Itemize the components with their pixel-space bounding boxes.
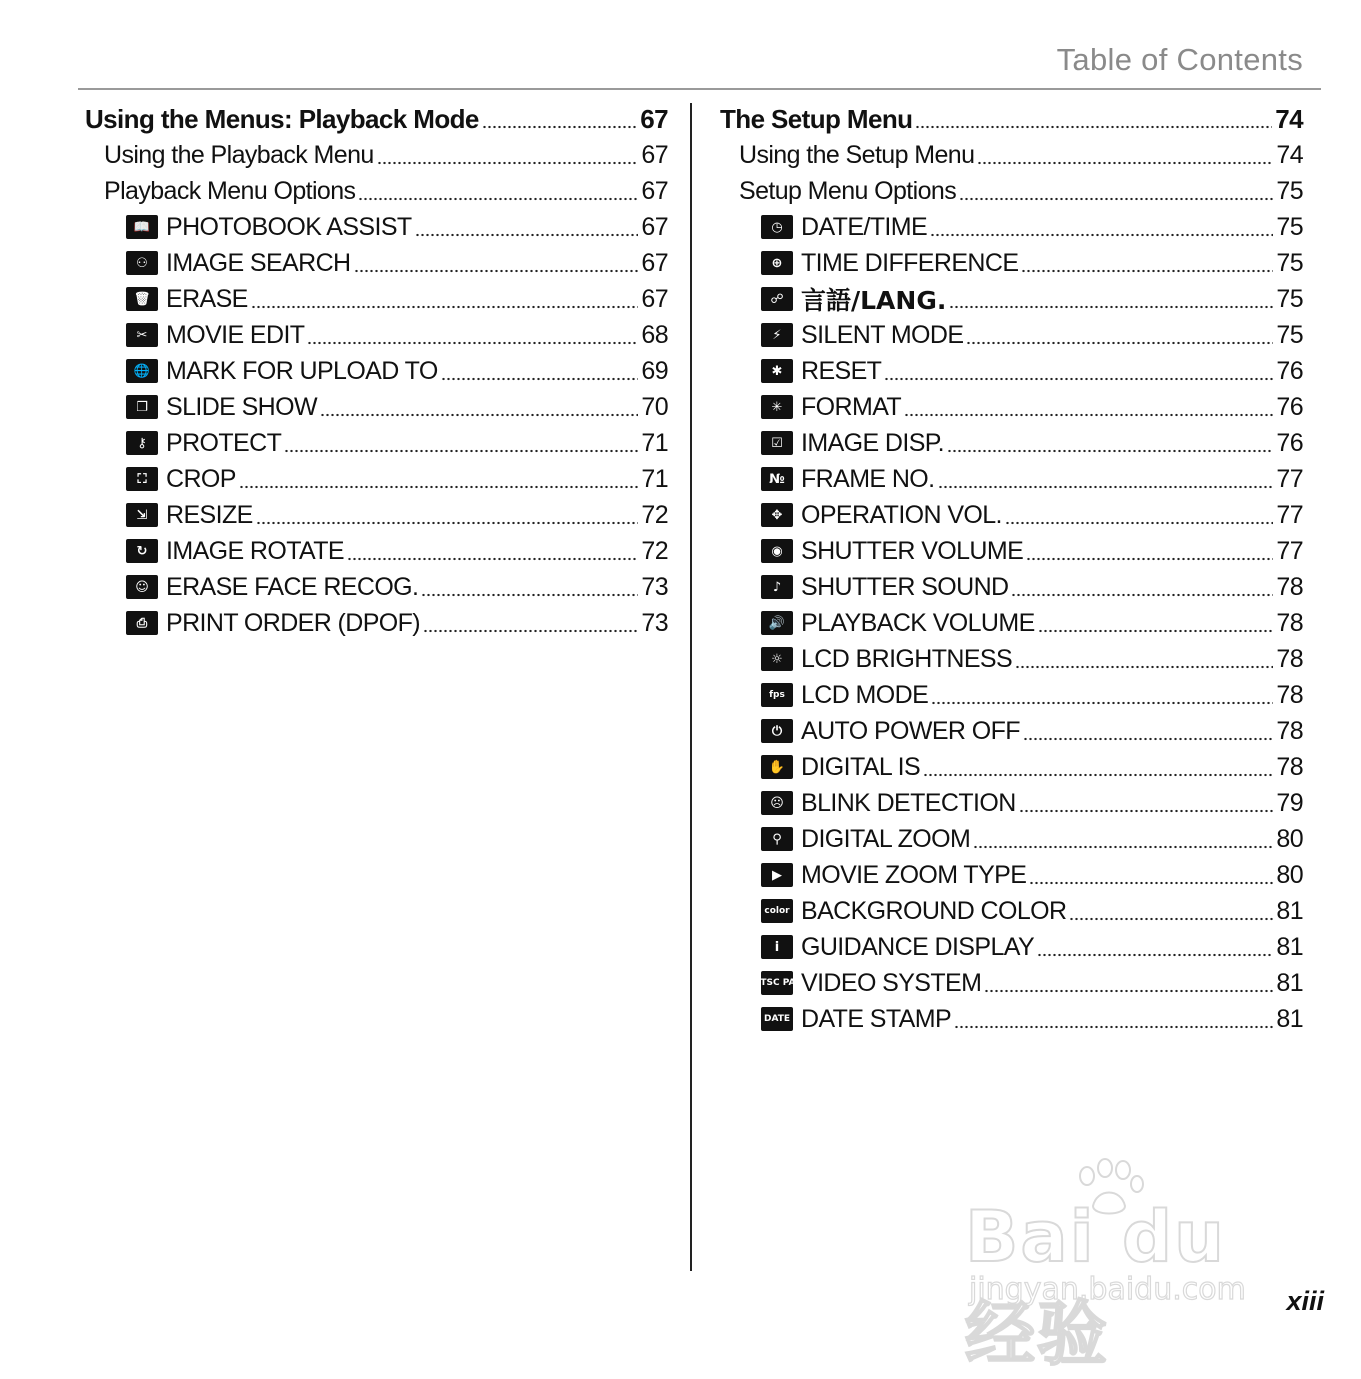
photobook-icon: 📖 bbox=[126, 215, 158, 239]
toc-entry-page: 77 bbox=[1276, 500, 1303, 529]
fps-icon: fps bbox=[761, 683, 793, 707]
toc-entry[interactable] bbox=[720, 353, 1303, 389]
format-icon: ✳ bbox=[761, 395, 793, 419]
toc-entry-page: 81 bbox=[1276, 1004, 1303, 1033]
toc-entry-page: 67 bbox=[641, 176, 668, 205]
silent-off-icon: ⚡ bbox=[761, 323, 793, 347]
toc-entry-title: RESIZE bbox=[166, 500, 253, 529]
toc-entry-title: ERASE bbox=[166, 284, 248, 313]
toc-entry[interactable] bbox=[720, 245, 1303, 281]
dot-leader bbox=[441, 377, 639, 381]
toc-entry-title: DATE/TIME bbox=[801, 212, 928, 241]
toc-entry-page: 67 bbox=[641, 212, 668, 241]
toc-entry-title: Using the Setup Menu bbox=[739, 140, 975, 169]
toc-entry-page: 75 bbox=[1276, 176, 1303, 205]
toc-entry[interactable] bbox=[720, 281, 1303, 317]
dot-leader bbox=[415, 233, 639, 237]
toc-entry[interactable] bbox=[720, 137, 1303, 173]
dot-leader bbox=[938, 485, 1274, 489]
toc-entry-page: 67 bbox=[640, 103, 668, 134]
toc-entry-title: VIDEO SYSTEM bbox=[801, 968, 982, 997]
dot-leader bbox=[482, 125, 638, 129]
toc-entry-title: Using the Playback Menu bbox=[104, 140, 374, 169]
dot-leader bbox=[977, 161, 1273, 165]
toc-entry-title: IMAGE DISP. bbox=[801, 428, 944, 457]
toc-entry[interactable] bbox=[85, 137, 668, 173]
toc-entry-page: 74 bbox=[1276, 140, 1303, 169]
toc-entry[interactable] bbox=[85, 461, 668, 497]
toc-entry[interactable] bbox=[720, 497, 1303, 533]
dot-leader bbox=[307, 341, 638, 345]
toc-entry[interactable] bbox=[720, 605, 1303, 641]
toc-entry[interactable] bbox=[720, 677, 1303, 713]
dot-leader bbox=[1021, 269, 1273, 273]
blink-face-icon: ☹ bbox=[761, 791, 793, 815]
toc-entry-page: 73 bbox=[641, 572, 668, 601]
toc-entry[interactable] bbox=[720, 173, 1303, 209]
toc-entry-page: 69 bbox=[641, 356, 668, 385]
toc-entry[interactable] bbox=[720, 101, 1303, 137]
dot-leader bbox=[954, 1025, 1273, 1029]
toc-entry-page: 79 bbox=[1276, 788, 1303, 817]
dot-leader bbox=[947, 449, 1273, 453]
toc-entry-page: 78 bbox=[1276, 680, 1303, 709]
toc-entry-page: 70 bbox=[641, 392, 668, 421]
shutter-sound-icon: ♪ bbox=[761, 575, 793, 599]
dot-leader bbox=[949, 305, 1273, 309]
toc-entry-title: MARK FOR UPLOAD TO bbox=[166, 356, 438, 385]
dot-leader bbox=[923, 773, 1273, 777]
toc-entry-title: LCD BRIGHTNESS bbox=[801, 644, 1013, 673]
toc-entry-page: 68 bbox=[641, 320, 668, 349]
toc-right-column bbox=[720, 101, 1303, 1037]
toc-entry-page: 71 bbox=[641, 428, 668, 457]
dot-leader bbox=[320, 413, 638, 417]
speaker-icon: 🔊 bbox=[761, 611, 793, 635]
toc-entry-page: 81 bbox=[1276, 932, 1303, 961]
ntsc-pal-icon: NTSC PAL bbox=[761, 971, 793, 995]
toc-entry-page: 78 bbox=[1276, 716, 1303, 745]
toc-entry-page: 76 bbox=[1276, 356, 1303, 385]
toc-entry-title: TIME DIFFERENCE bbox=[801, 248, 1019, 277]
slideshow-icon: ❐ bbox=[126, 395, 158, 419]
toc-entry[interactable] bbox=[85, 281, 668, 317]
toc-entry-page: 72 bbox=[641, 536, 668, 565]
toc-entry-title: PLAYBACK VOLUME bbox=[801, 608, 1035, 637]
toc-entry[interactable] bbox=[720, 569, 1303, 605]
frame-no-icon: № bbox=[761, 467, 793, 491]
paw-logo-icon bbox=[1065, 1158, 1155, 1218]
toc-entry[interactable] bbox=[720, 461, 1303, 497]
toc-entry[interactable] bbox=[720, 317, 1303, 353]
dot-leader bbox=[930, 233, 1273, 237]
dot-leader bbox=[984, 989, 1273, 993]
column-divider bbox=[690, 103, 692, 1271]
toc-entry[interactable] bbox=[720, 893, 1303, 929]
toc-entry-page: 71 bbox=[641, 464, 668, 493]
toc-entry-page: 75 bbox=[1276, 248, 1303, 277]
dot-leader bbox=[256, 521, 639, 525]
toc-entry-title: Playback Menu Options bbox=[104, 176, 356, 205]
dot-leader bbox=[239, 485, 639, 489]
date-icon: DATE bbox=[761, 1007, 793, 1031]
upload-globe-icon: 🌐 bbox=[126, 359, 158, 383]
toc-entry-page: 77 bbox=[1276, 464, 1303, 493]
toc-entry-page: 76 bbox=[1276, 428, 1303, 457]
crop-icon: ⛶ bbox=[126, 467, 158, 491]
toc-entry-title: OPERATION VOL. bbox=[801, 500, 1002, 529]
dot-leader bbox=[1019, 809, 1274, 813]
dot-leader bbox=[1023, 737, 1273, 741]
toc-entry-title: 言語/LANG. bbox=[801, 286, 947, 315]
dot-leader bbox=[1011, 593, 1273, 597]
dot-leader bbox=[421, 593, 638, 597]
toc-entry[interactable] bbox=[85, 605, 668, 641]
toc-entry-page: 67 bbox=[641, 248, 668, 277]
header-rule bbox=[78, 88, 1321, 90]
dot-leader bbox=[358, 197, 638, 201]
toc-entry-page: 80 bbox=[1276, 860, 1303, 889]
toc-entry-page: 80 bbox=[1276, 824, 1303, 853]
toc-entry-title: GUIDANCE DISPLAY bbox=[801, 932, 1035, 961]
toc-entry[interactable] bbox=[85, 353, 668, 389]
toc-entry[interactable] bbox=[85, 533, 668, 569]
dot-leader bbox=[423, 629, 638, 633]
toc-entry-title: MOVIE EDIT bbox=[166, 320, 305, 349]
toc-entry-title: Setup Menu Options bbox=[739, 176, 957, 205]
toc-entry[interactable] bbox=[85, 389, 668, 425]
toc-entry[interactable] bbox=[85, 317, 668, 353]
toc-entry-title: RESET bbox=[801, 356, 882, 385]
toc-entry[interactable] bbox=[720, 821, 1303, 857]
toc-entry-title: MOVIE ZOOM TYPE bbox=[801, 860, 1027, 889]
auto-power-off-icon: ⏻ bbox=[761, 719, 793, 743]
toc-entry[interactable] bbox=[720, 641, 1303, 677]
toc-entry-title: CROP bbox=[166, 464, 236, 493]
info-icon: i bbox=[761, 935, 793, 959]
toc-entry-page: 78 bbox=[1276, 608, 1303, 637]
dot-leader bbox=[973, 845, 1273, 849]
dot-leader bbox=[904, 413, 1273, 417]
toc-entry[interactable] bbox=[720, 1001, 1303, 1037]
toc-entry-title: DIGITAL IS bbox=[801, 752, 921, 781]
toc-entry-title: PROTECT bbox=[166, 428, 282, 457]
toc-entry[interactable] bbox=[85, 245, 668, 281]
toc-entry[interactable] bbox=[85, 101, 668, 137]
toc-entry-title: AUTO POWER OFF bbox=[801, 716, 1020, 745]
toc-entry-title: FORMAT bbox=[801, 392, 902, 421]
toc-entry-page: 78 bbox=[1276, 644, 1303, 673]
watermark-main-text: Bai du 经验 bbox=[965, 1196, 1226, 1375]
toc-entry-page: 81 bbox=[1276, 968, 1303, 997]
clock-icon: ◷ bbox=[761, 215, 793, 239]
toc-entry-title: DATE STAMP bbox=[801, 1004, 952, 1033]
dot-leader bbox=[284, 449, 638, 453]
page-number: xiii bbox=[1286, 1286, 1324, 1316]
toc-entry[interactable] bbox=[720, 929, 1303, 965]
toc-entry-title: SHUTTER VOLUME bbox=[801, 536, 1024, 565]
toc-entry-page: 72 bbox=[641, 500, 668, 529]
toc-entry-page: 81 bbox=[1276, 896, 1303, 925]
rotate-icon: ↻ bbox=[126, 539, 158, 563]
toc-entry[interactable] bbox=[720, 965, 1303, 1001]
toc-entry[interactable] bbox=[85, 425, 668, 461]
toc-left-column bbox=[85, 101, 668, 641]
toc-entry-page: 76 bbox=[1276, 392, 1303, 421]
toc-entry-title: The Setup Menu bbox=[720, 103, 913, 134]
toc-entry-title: IMAGE ROTATE bbox=[166, 536, 344, 565]
toc-entry[interactable] bbox=[720, 749, 1303, 785]
toc-entry[interactable] bbox=[720, 857, 1303, 893]
face-off-icon: ☺ bbox=[126, 575, 158, 599]
toc-entry-page: 67 bbox=[641, 284, 668, 313]
resize-icon: ⇲ bbox=[126, 503, 158, 527]
hand-stabilizer-icon: ✋ bbox=[761, 755, 793, 779]
toc-entry[interactable] bbox=[85, 497, 668, 533]
image-disp-icon: ☑ bbox=[761, 431, 793, 455]
dot-leader bbox=[1005, 521, 1273, 525]
toc-entry[interactable] bbox=[720, 533, 1303, 569]
toc-entry-title: ERASE FACE RECOG. bbox=[166, 572, 419, 601]
toc-entry-title: PHOTOBOOK ASSIST bbox=[166, 212, 412, 241]
toc-entry-title: LCD MODE bbox=[801, 680, 929, 709]
toc-entry[interactable] bbox=[85, 569, 668, 605]
toc-entry-page: 67 bbox=[641, 140, 668, 169]
binoculars-icon: ⚇ bbox=[126, 251, 158, 275]
toc-entry-title: IMAGE SEARCH bbox=[166, 248, 351, 277]
toc-entry[interactable] bbox=[85, 173, 668, 209]
watermark-url-text: jingyan.baidu.com bbox=[969, 1272, 1246, 1307]
reset-icon: ✱ bbox=[761, 359, 793, 383]
toc-entry[interactable] bbox=[720, 713, 1303, 749]
dot-leader bbox=[915, 125, 1272, 129]
toc-entry-title: BACKGROUND COLOR bbox=[801, 896, 1067, 925]
dot-leader bbox=[251, 305, 639, 309]
toc-entry-title: BLINK DETECTION bbox=[801, 788, 1016, 817]
dot-leader bbox=[1037, 953, 1273, 957]
toc-entry-title: SLIDE SHOW bbox=[166, 392, 317, 421]
dot-leader bbox=[1026, 557, 1273, 561]
toc-entry[interactable] bbox=[720, 389, 1303, 425]
movie-edit-icon: ✂ bbox=[126, 323, 158, 347]
toc-entry-title: SILENT MODE bbox=[801, 320, 964, 349]
toc-entry[interactable] bbox=[720, 785, 1303, 821]
language-icon: ☍ bbox=[761, 287, 793, 311]
toc-entry-page: 75 bbox=[1276, 320, 1303, 349]
dot-leader bbox=[959, 197, 1273, 201]
toc-entry-page: 75 bbox=[1276, 284, 1303, 313]
toc-entry-page: 74 bbox=[1275, 103, 1303, 134]
baidu-watermark bbox=[965, 1158, 1285, 1375]
toc-entry-title: DIGITAL ZOOM bbox=[801, 824, 971, 853]
dot-leader bbox=[377, 161, 639, 165]
dot-leader bbox=[1069, 917, 1273, 921]
color-icon: color bbox=[761, 899, 793, 923]
toc-entry-title: Using the Menus: Playback Mode bbox=[85, 103, 479, 134]
dot-leader bbox=[1038, 629, 1274, 633]
dot-leader bbox=[1029, 881, 1273, 885]
toc-entry-page: 77 bbox=[1276, 536, 1303, 565]
key-icon: ⚷ bbox=[126, 431, 158, 455]
toc-entry-page: 75 bbox=[1276, 212, 1303, 241]
brightness-icon: ☼ bbox=[761, 647, 793, 671]
dot-leader bbox=[1015, 665, 1273, 669]
magnifier-icon: ⚲ bbox=[761, 827, 793, 851]
toc-entry-title: FRAME NO. bbox=[801, 464, 935, 493]
toc-entry-title: PRINT ORDER (DPOF) bbox=[166, 608, 421, 637]
trash-icon: 🗑 bbox=[126, 287, 158, 311]
page-header-title: Table of Contents bbox=[1056, 42, 1303, 77]
toc-entry[interactable] bbox=[720, 425, 1303, 461]
toc-entry[interactable] bbox=[720, 209, 1303, 245]
operation-vol-icon: ✥ bbox=[761, 503, 793, 527]
toc-entry-title: SHUTTER SOUND bbox=[801, 572, 1009, 601]
dot-leader bbox=[347, 557, 638, 561]
shutter-volume-icon: ◉ bbox=[761, 539, 793, 563]
toc-entry[interactable] bbox=[85, 209, 668, 245]
toc-entry-page: 78 bbox=[1276, 572, 1303, 601]
toc-entry-page: 73 bbox=[641, 608, 668, 637]
dot-leader bbox=[354, 269, 639, 273]
dot-leader bbox=[966, 341, 1273, 345]
movie-zoom-icon: ▶ bbox=[761, 863, 793, 887]
dot-leader bbox=[884, 377, 1273, 381]
dot-leader bbox=[931, 701, 1273, 705]
time-difference-icon: ⊕ bbox=[761, 251, 793, 275]
print-icon: ⎙ bbox=[126, 611, 158, 635]
toc-entry-page: 78 bbox=[1276, 752, 1303, 781]
